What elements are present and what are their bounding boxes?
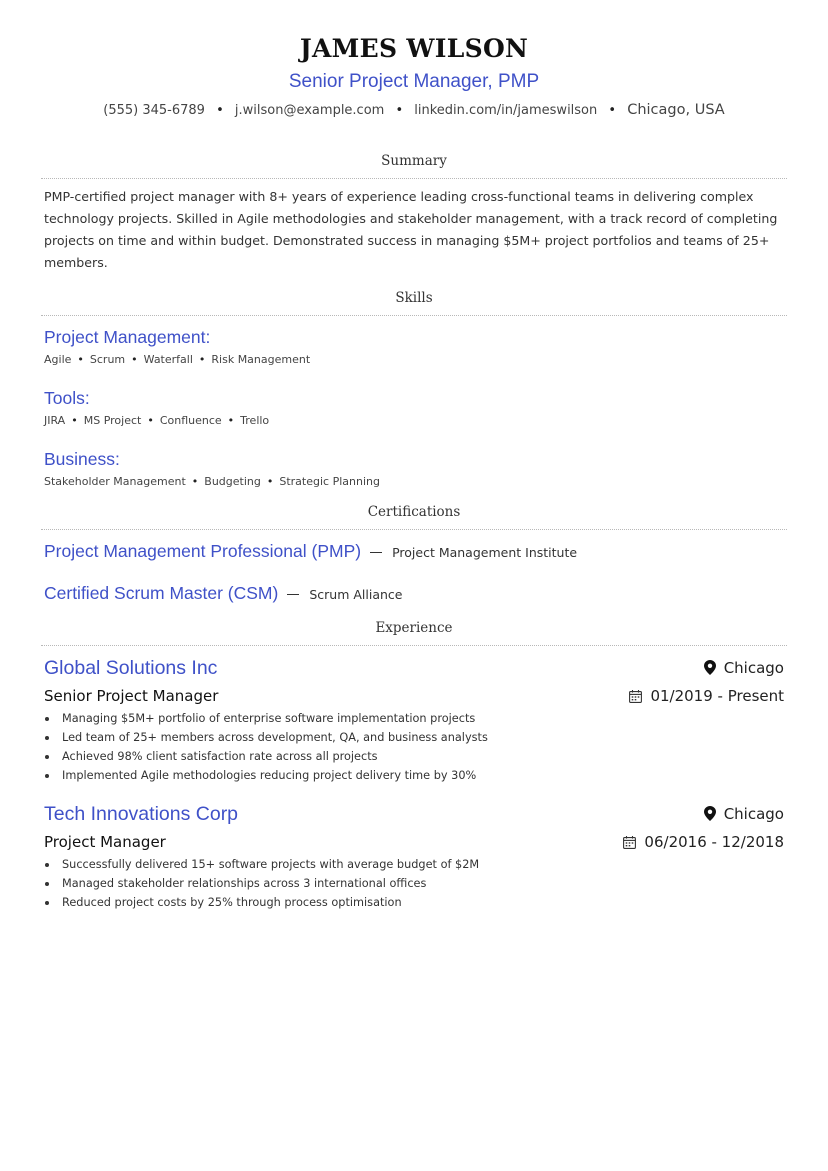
section-title-summary: Summary [381, 153, 447, 169]
section-divider [41, 645, 787, 646]
skill-list [44, 475, 380, 488]
calendar-icon [623, 836, 636, 849]
skill-item: Agile [44, 353, 72, 366]
list-item: Managing $5M+ portfolio of enterprise software implementation projects [44, 709, 488, 728]
candidate-headline: Senior Project Manager, PMP [288, 71, 540, 92]
bullet-separator: • [191, 475, 199, 488]
dash-separator [370, 552, 382, 554]
contact-linkedin[interactable]: linkedin.com/in/jameswilson [414, 103, 598, 118]
bullet-separator: • [227, 414, 235, 427]
section-divider [41, 178, 787, 179]
candidate-name: JAMES WILSON [299, 34, 529, 63]
bullet-separator: • [77, 353, 84, 366]
section-title-skills: Skills [395, 290, 433, 306]
job-company: Tech Innovations Corp [44, 803, 239, 825]
certification-item [44, 583, 402, 604]
skill-list [44, 353, 310, 366]
section-divider [41, 529, 787, 530]
skill-item: Risk Management [211, 353, 311, 366]
bullet-separator: • [266, 475, 274, 488]
summary-text: PMP-certified project manager with 8+ years of experience leading cross-functional teams in delivering complex technology projects. Skilled in Agile methodologies and stakeholder management, with a track record of completing projects on time and within budget. Demonstrated success in managing $5M+ project portfolios and teams of 25+ members. [44, 189, 778, 270]
certification-name: Certified Scrum Master (CSM) [44, 583, 279, 603]
bullet-separator: • [131, 353, 138, 366]
list-item: Led team of 25+ members across development, QA, and business analysts [44, 728, 488, 747]
job-role: Senior Project Manager [44, 687, 219, 705]
job-dates [623, 833, 784, 851]
skill-category: Project Management: [44, 327, 211, 347]
section-divider [41, 315, 787, 316]
skill-item: Budgeting [204, 475, 261, 488]
job-dates-text: 01/2019 - Present [650, 687, 784, 705]
list-item: Implemented Agile methodologies reducing project delivery time by 30% [44, 766, 488, 785]
contact-email[interactable]: j.wilson@example.com [234, 103, 385, 118]
contact-separator: • [216, 103, 224, 118]
list-item: Successfully delivered 15+ software projects with average budget of $2M [44, 855, 479, 874]
map-pin-icon [704, 660, 716, 675]
bullet-separator: • [71, 414, 78, 427]
list-item: Managed stakeholder relationships across 3 international offices [44, 874, 479, 893]
contact-separator: • [395, 103, 404, 118]
skill-item: Waterfall [143, 353, 193, 366]
bullet-separator: • [198, 353, 206, 366]
skill-category: Business: [44, 449, 120, 469]
job-company: Global Solutions Inc [44, 657, 218, 679]
contact-phone: (555) 345-6789 [103, 103, 205, 118]
job-bullet-list [44, 855, 479, 912]
skill-item: JIRA [44, 414, 66, 427]
contact-separator: • [608, 103, 617, 118]
certification-item [44, 541, 577, 562]
contact-location: Chicago, USA [627, 102, 725, 118]
skill-item: Confluence [159, 414, 222, 427]
section-title-certifications: Certifications [367, 504, 461, 520]
job-location [704, 805, 784, 823]
calendar-icon [629, 690, 642, 703]
certification-name: Project Management Professional (PMP) [44, 541, 362, 561]
list-item: Reduced project costs by 25% through process optimisation [44, 893, 479, 912]
job-role: Project Manager [44, 833, 166, 851]
section-title-experience: Experience [375, 620, 453, 636]
certification-issuer: Project Management Institute [392, 545, 578, 560]
skill-item: Strategic Planning [279, 475, 380, 488]
job-location-text: Chicago [723, 659, 784, 677]
skill-list [44, 414, 269, 427]
skill-item: Stakeholder Management [44, 475, 186, 488]
bullet-separator: • [147, 414, 154, 427]
certification-issuer: Scrum Alliance [309, 587, 403, 602]
job-bullet-list [44, 709, 488, 785]
skill-item: Scrum [89, 353, 126, 366]
dash-separator [287, 594, 299, 596]
job-dates [629, 687, 784, 705]
list-item: Achieved 98% client satisfaction rate across all projects [44, 747, 488, 766]
skill-category: Tools: [44, 388, 90, 408]
contact-line [0, 102, 828, 118]
map-pin-icon [704, 806, 716, 821]
skill-item: Trello [240, 414, 270, 427]
skill-item: MS Project [83, 414, 142, 427]
job-location [704, 659, 784, 677]
job-location-text: Chicago [723, 805, 784, 823]
job-dates-text: 06/2016 - 12/2018 [644, 833, 784, 851]
